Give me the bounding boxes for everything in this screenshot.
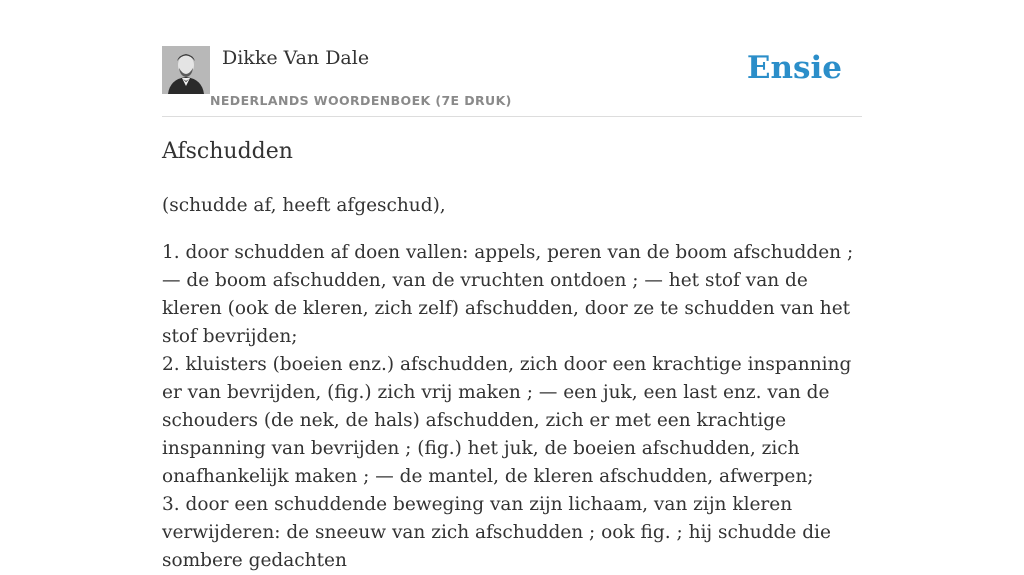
author-avatar[interactable] <box>162 46 210 94</box>
definition-list <box>162 239 862 575</box>
ensie-logo[interactable]: Ensie <box>746 50 842 86</box>
definition-item: 1. door schudden af doen vallen: appels, peren van de boom afschudden ; — de boom afschudden, van de vruchten ontdoen ; — het stof van de kleren (ook de kleren, zich zelf) afschudden, door ze te schudden van het stof bevrijden; <box>162 242 854 347</box>
author-name[interactable]: Dikke Van Dale <box>222 47 370 69</box>
definition-item: 3. door een schuddende beweging van zijn lichaam, van zijn kleren verwijderen: de sneeuw van zich afschudden ; ook fig. ; hij schudde die sombere gedachten <box>162 494 831 571</box>
entry-intro: (schudde af, heeft afgeschud), <box>162 195 446 216</box>
entry-header <box>162 46 862 117</box>
definition-item: 2. kluisters (boeien enz.) afschudden, zich door een krachtige inspanning er van bevrijden, (fig.) zich vrij maken ; — een juk, een last enz. van de schouders (de nek, de hals) afschudden, zich er met een krachtige inspanning van bevrijden ; (fig.) het juk, de boeien afschudden, zich onafhankelijk maken ; — de mantel, de kleren afschudden, afwerpen; <box>162 354 852 487</box>
source-name[interactable]: NEDERLANDS WOORDENBOEK (7E DRUK) <box>210 93 512 108</box>
portrait-image <box>162 46 210 94</box>
entry-content <box>162 192 862 575</box>
entry-title: Afschudden <box>162 139 293 164</box>
